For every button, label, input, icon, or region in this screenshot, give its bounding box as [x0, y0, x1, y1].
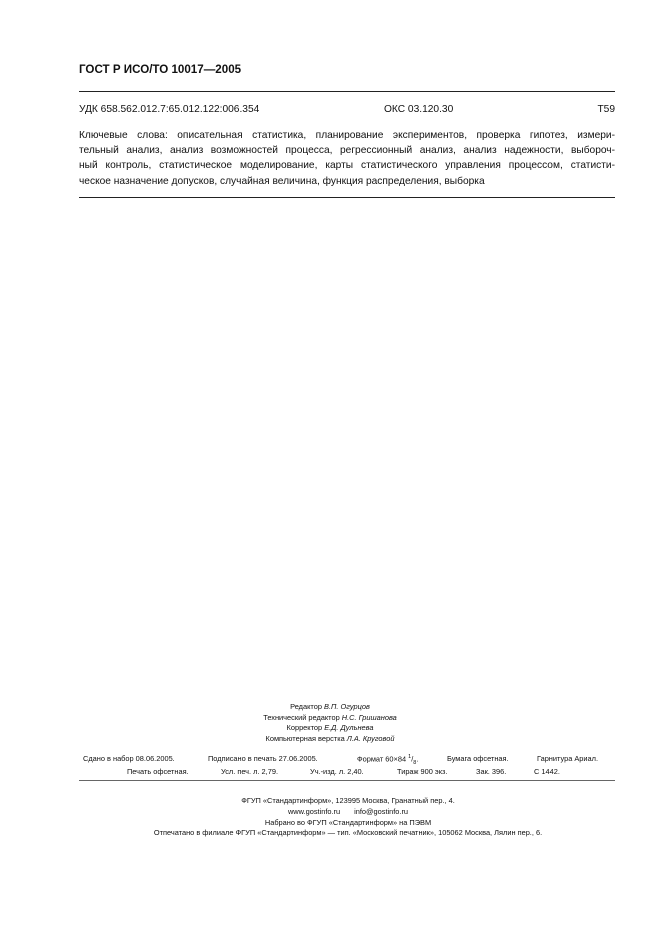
layout-line: Компьютерная верстка Л.А. Круговой	[265, 734, 395, 744]
credits-block	[180, 702, 480, 745]
font-info: Гарнитура Ариал.	[537, 754, 599, 763]
printing-type: Печать офсетная.	[127, 767, 189, 776]
middle-divider	[79, 197, 615, 198]
tech-editor-line: Технический редактор Н.С. Гришанова	[263, 712, 397, 722]
publishing-sheets: Уч.-изд. л. 2,40.	[310, 767, 364, 776]
editor-line: Редактор В.П. Огурцов	[290, 702, 370, 711]
classification-row	[79, 104, 615, 120]
format-info: Формат 60×84 $^1/_8$.	[357, 754, 419, 766]
signed-to-print: Подписано в печать 27.06.2005.	[208, 754, 318, 763]
sent-to-typeset: Сдано в набор 08.06.2005.	[83, 754, 175, 763]
proofreader-line: Корректор Е.Д. Дульнева	[286, 723, 374, 733]
udc-code: УДК 658.562.012.7:65.012.122:006.354	[79, 104, 260, 115]
publisher-address: ФГУП «Стандартинформ», 123995 Москва, Гранатный пер., 4.	[241, 796, 455, 805]
print-sheets: Усл. печ. л. 2,79.	[221, 767, 278, 776]
publisher-website: www.gostinfo.ru	[287, 806, 341, 816]
print-run: Тираж 900 экз.	[397, 767, 448, 776]
printing-note: Отпечатано в филиале ФГУП «Стандартинформ» — тип. «Московский печатник», 105062 Москва, Лялин пер., 6.	[153, 828, 543, 838]
proofreader-name: Е.Д. Дульнева	[324, 723, 374, 733]
top-divider	[79, 91, 615, 92]
oks-code: ОКС 03.120.30	[384, 104, 454, 115]
editor-name: В.П. Огурцов	[324, 702, 370, 711]
publisher-contacts	[80, 807, 616, 818]
layout-name: Л.А. Круговой	[346, 734, 395, 744]
tech-editor-name: Н.С. Гришанова	[341, 712, 397, 722]
paper-type: Бумага офсетная.	[447, 754, 509, 763]
order-number: Зак. 396.	[476, 767, 507, 776]
group-code: Т59	[597, 104, 615, 115]
keywords-paragraph	[79, 128, 615, 189]
publisher-email: info@gostinfo.ru	[354, 806, 409, 816]
keywords-line: тельный анализ, анализ возможностей процесса, регрессионный анализ, анализ надежности, выбороч-	[79, 145, 615, 157]
document-code: ГОСТ Р ИСО/ТО 10017—2005	[79, 63, 242, 76]
keywords-line: ный контроль, статистическое моделирование, карты статистического управления процессом, статисти-	[79, 160, 615, 172]
c-number: С 1442.	[534, 767, 560, 776]
typesetting-note: Набрано во ФГУП «Стандартинформ» на ПЭВМ	[264, 817, 432, 827]
keywords-line: ческое назначение допусков, случайная величина, функция распределения, выборка	[79, 175, 485, 187]
bottom-divider	[79, 780, 615, 781]
publisher-block	[80, 796, 616, 839]
keywords-line: Ключевые слова: описательная статистика, планирование экспериментов, проверка гипотез, измери-	[79, 130, 615, 141]
